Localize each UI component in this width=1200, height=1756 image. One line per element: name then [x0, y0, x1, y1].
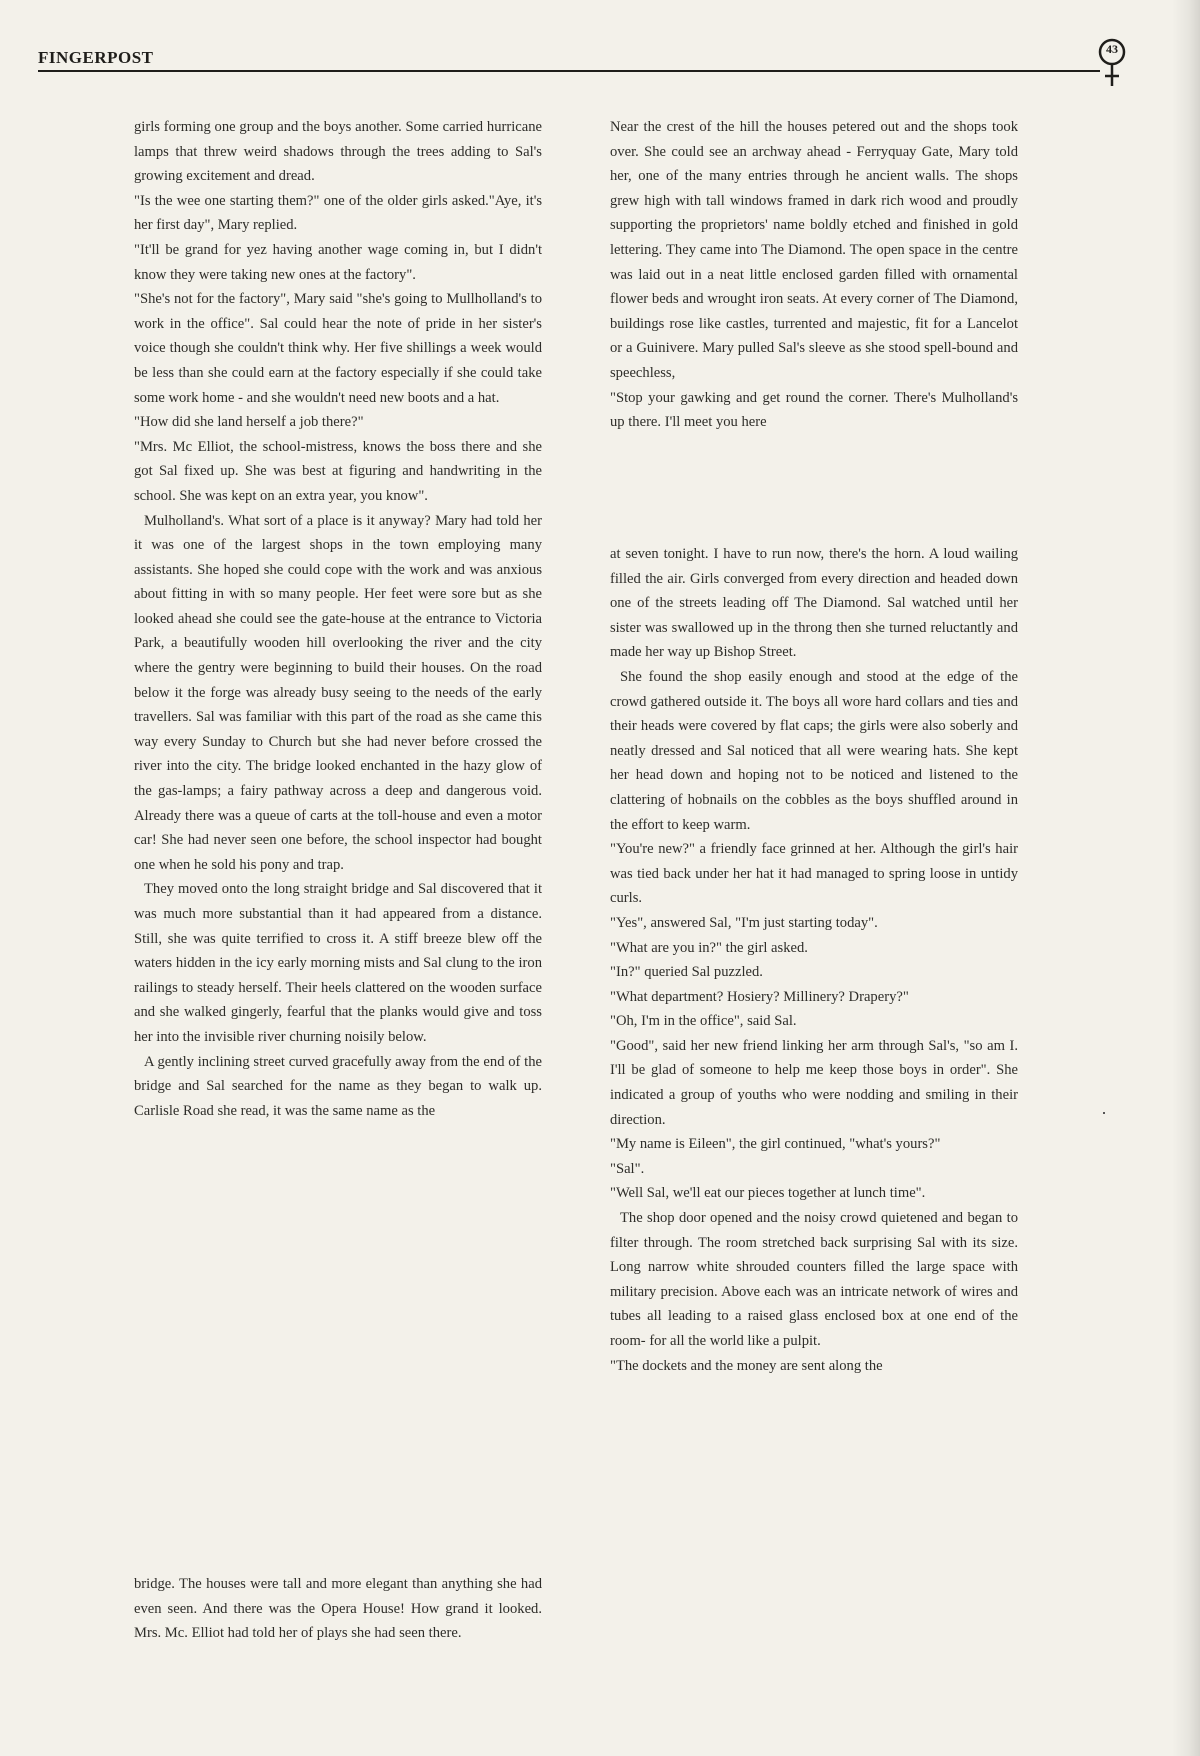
- paragraph: "Mrs. Mc Elliot, the school-mistress, knows the boss there and she got Sal fixed up. She was best at figuring and handwriting in the school. She was kept on an extra year, you know".: [134, 438, 542, 504]
- paragraph: "Oh, I'm in the office", said Sal.: [610, 1013, 797, 1030]
- page-number-emblem: [1096, 38, 1128, 90]
- paragraph: "It'll be grand for yez having another wage coming in, but I didn't know they were taking new ones at the factory".: [134, 241, 542, 283]
- paragraph: "Stop your gawking and get round the corner. There's Mulholland's up there. I'll meet you here: [610, 389, 1018, 431]
- paragraph: girls forming one group and the boys another. Some carried hurricane lamps that threw weird shadows through the trees adding to Sal's growing excitement and dread.: [134, 119, 542, 185]
- paragraph: "Yes", answered Sal, "I'm just starting today".: [610, 914, 878, 931]
- paragraph: "The dockets and the money are sent along the: [610, 1357, 883, 1374]
- paragraph: "Well Sal, we'll eat our pieces together at lunch time".: [610, 1185, 926, 1202]
- header-rule: [38, 70, 1100, 72]
- page-number: 43: [1106, 42, 1118, 56]
- paragraph: Near the crest of the hill the houses petered out and the shops took over. She could see an archway ahead - Ferryquay Gate, Mary told her, one of the many entries through he ancient walls. The shops grew high with tall windows framed in dark rich wood and proudly supporting the proprietors' name boldly etched and finished in gold lettering. They came into The Diamond. The open space in the centre was laid out in a neat little enclosed garden filled with ornamental flower beds and wrought iron seats. At every corner of The Diamond, buildings rose like castles, turrented and majestic, fit for a Lancelot or a Guinivere. Mary pulled Sal's sleeve as she stood spell-bound and speechless,: [610, 119, 1018, 381]
- paragraph: A gently inclining street curved gracefully away from the end of the bridge and Sal searched for the name as they began to walk up. Carlisle Road she read, it was the same name as the: [134, 1053, 542, 1119]
- page-header: [38, 44, 1128, 84]
- paragraph: Mulholland's. What sort of a place is it anyway? Mary had told her it was one of the largest shops in the town employing many assistants. She hoped she could cope with the work and was anxious about fitting in with so many people. Her feet were sore but as she looked ahead she could see the gate-house at the entrance to Victoria Park, a beautifully wooden hill overlooking the river and the city where the gentry were beginning to build their houses. On the road below it the forge was already busy seeing to the needs of the early travellers. Sal was familiar with this part of the road as she came this way every Sunday to Church but she had never before crossed the river into the city. The bridge looked enchanted in the hazy glow of the gas-lamps; a fairy pathway across a deep and dangerous void. Already there was a queue of carts at the toll-house and even a motor car! She had never seen one before, the school inspector had bought one when he sold his pony and trap.: [134, 512, 542, 873]
- page-edge-shadow: [1172, 0, 1200, 1756]
- left-column-top: [134, 115, 542, 1123]
- paragraph: "Sal".: [610, 1160, 645, 1177]
- paragraph: She found the shop easily enough and stood at the edge of the crowd gathered outside it. The boys all wore hard collars and ties and their heads were covered by flat caps; the girls were also soberly and neatly dressed and Sal noticed that all were wearing hats. She kept her head down and hoping not to be noticed and listened to the clattering of hobnails on the cobbles as the boys shuffled around in the effort to keep warm.: [610, 668, 1018, 833]
- paragraph: "My name is Eileen", the girl continued, "what's yours?": [610, 1136, 941, 1153]
- paragraph: bridge. The houses were tall and more elegant than anything she had even seen. And there was the Opera House! How grand it looked. Mrs. Mc. Elliot had told her of plays she had seen there.: [134, 1576, 542, 1642]
- paragraph: "What are you in?" the girl asked.: [610, 939, 808, 956]
- stray-mark: [1103, 1112, 1105, 1114]
- paragraph: at seven tonight. I have to run now, there's the horn. A loud wailing filled the air. Girls converged from every direction and headed down one of the streets leading off The Diamond. Sal watched until her sister was swallowed up in the throng then she turned reluctantly and made her way up Bishop Street.: [610, 546, 1018, 661]
- paragraph: "How did she land herself a job there?": [134, 414, 364, 431]
- paragraph: "She's not for the factory", Mary said "she's going to Mullholland's to work in the office". Sal could hear the note of pride in her sister's voice though she couldn't think why. Her five shillings a week would be less than she could earn at the factory especially if she could take some work home - and she wouldn't need new boots and a hat.: [134, 291, 542, 406]
- right-column-bottom: [610, 542, 1018, 1378]
- left-column-bottom: [134, 1572, 542, 1646]
- paragraph: "Is the wee one starting them?" one of the older girls asked."Aye, it's her first day", Mary replied.: [134, 192, 542, 234]
- paragraph: "Good", said her new friend linking her arm through Sal's, "so am I. I'll be glad of someone to help me keep those boys in order". She indicated a group of youths who were nodding and smiling in their direction.: [610, 1037, 1018, 1128]
- paragraph: "You're new?" a friendly face grinned at her. Although the girl's hair was tied back under her hat it had managed to spring loose in untidy curls.: [610, 841, 1018, 907]
- paragraph: They moved onto the long straight bridge and Sal discovered that it was much more substantial than it had appeared from a distance. Still, she was quite terrified to cross it. A stiff breeze blew off the waters hidden in the icy early morning mists and Sal clung to the iron railings to steady herself. Their heels clattered on the wooden surface and she walked gingerly, fearful that the planks would give and toss her into the invisible river churning noisily below.: [134, 881, 542, 1045]
- right-column-top: [610, 115, 1018, 435]
- running-title: FINGERPOST: [38, 48, 154, 67]
- paragraph: The shop door opened and the noisy crowd quietened and began to filter through. The room stretched back surprising Sal with its size. Long narrow white shrouded counters filled the large space with military precision. Above each was an intricate network of wires and tubes all leading to a raised glass enclosed box at one end of the room- for all the world like a pulpit.: [610, 1210, 1018, 1349]
- paragraph: "What department? Hosiery? Millinery? Drapery?": [610, 988, 909, 1005]
- paragraph: "In?" queried Sal puzzled.: [610, 964, 763, 981]
